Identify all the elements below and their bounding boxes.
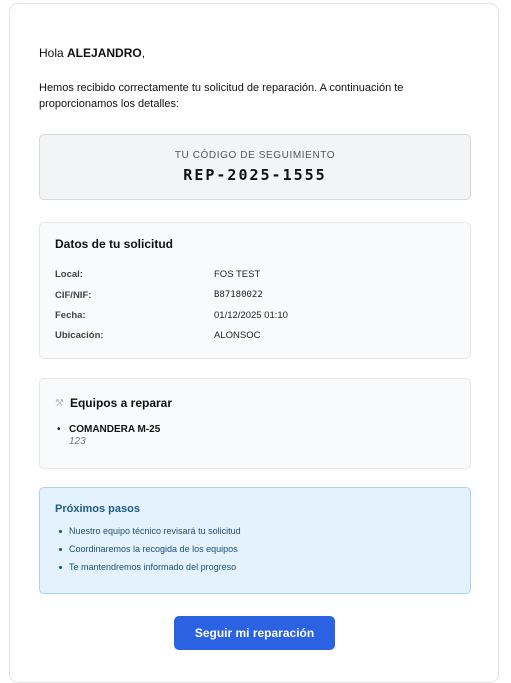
bullet-icon: •	[57, 424, 61, 435]
tracking-box	[39, 134, 471, 200]
detail-key: Ubicación:	[55, 330, 104, 341]
details-title: Datos de tu solicitud	[55, 237, 174, 251]
detail-value: B87180022	[214, 290, 263, 300]
equipment-name: COMANDERA M-25	[69, 424, 161, 435]
next-steps	[39, 487, 471, 594]
equipment-heading	[55, 396, 172, 410]
detail-value: 01/12/2025 01:10	[214, 310, 288, 321]
next-steps-list	[55, 526, 241, 580]
equipment-section	[39, 378, 471, 469]
greeting-prefix: Hola	[39, 46, 68, 60]
customer-name: ALEJANDRO	[67, 46, 142, 60]
next-steps-title: Próximos pasos	[55, 503, 140, 515]
detail-key: Fecha:	[55, 310, 86, 321]
track-repair-button[interactable]: Seguir mi reparación	[174, 616, 335, 650]
intro-text: Hemos recibido correctamente tu solicitud de reparación. A continuación te proporcionamos los detalles:	[39, 82, 404, 110]
greeting-suffix: ,	[141, 46, 146, 60]
equipment-detail: 123	[69, 436, 86, 447]
detail-key: Local:	[55, 269, 83, 280]
equipment-title: Equipos a reparar	[69, 396, 173, 410]
detail-key: CIF/NIF:	[55, 290, 92, 301]
list-item: Nuestro equipo técnico revisará tu solicitud	[55, 526, 241, 544]
list-item: Te mantendremos informado del progreso	[55, 562, 241, 580]
request-details	[39, 222, 471, 359]
list-item: Coordinaremos la recogida de los equipos	[55, 544, 241, 562]
detail-value: FOS TEST	[214, 269, 261, 280]
detail-value: ALONSOC	[214, 330, 261, 341]
tracking-code: REP-2025-1555	[183, 166, 327, 184]
tracking-label: TU CÓDIGO DE SEGUIMIENTO	[174, 150, 336, 161]
greeting	[39, 46, 145, 60]
wrench-icon: ⚒	[55, 397, 64, 409]
